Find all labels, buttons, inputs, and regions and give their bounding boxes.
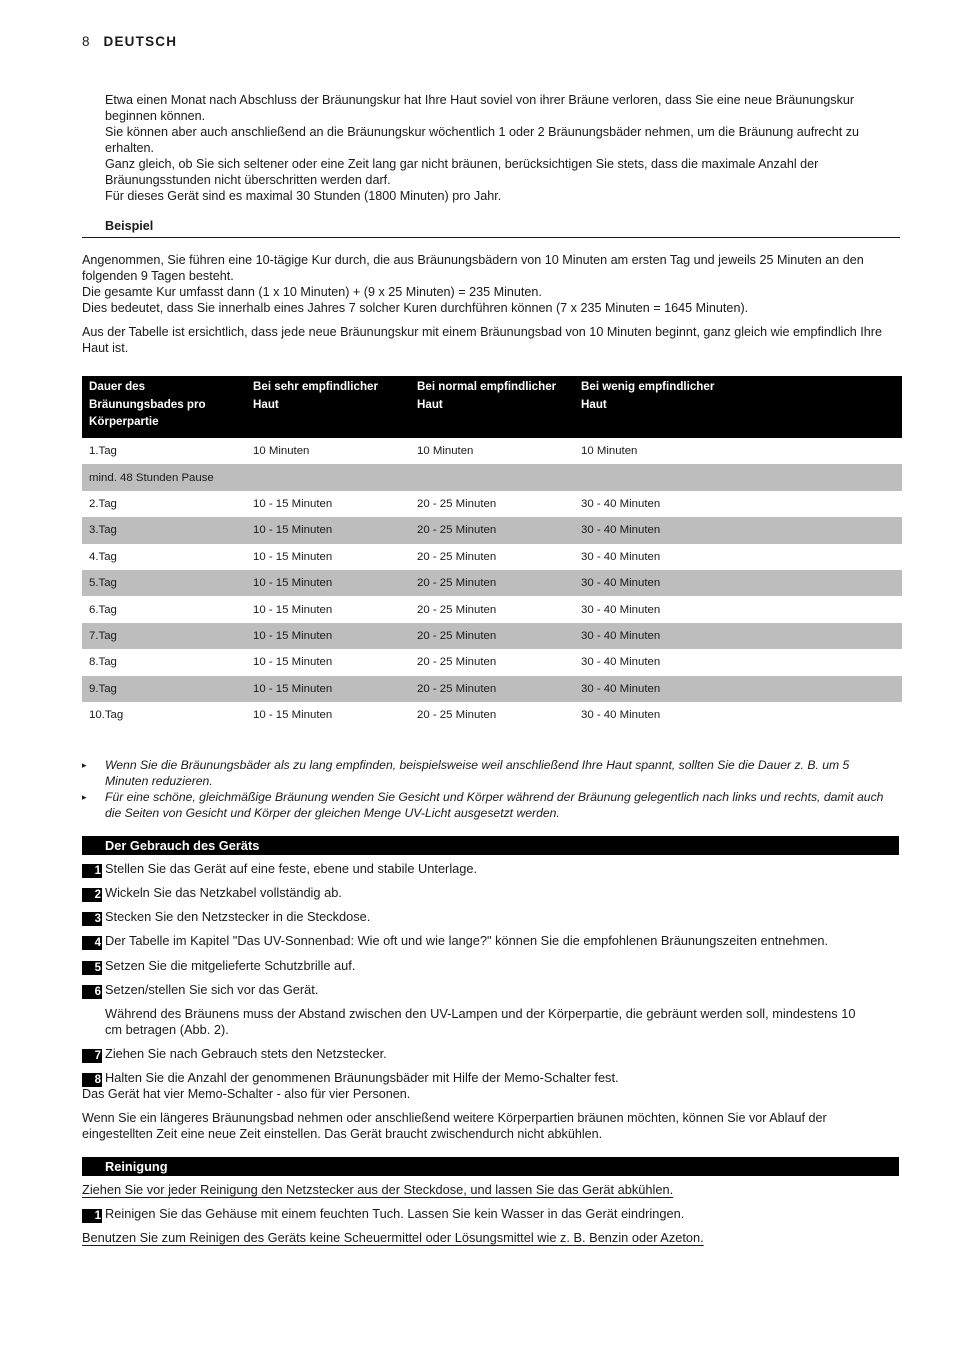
table-cell: 30 - 40 Minuten xyxy=(581,709,661,722)
intro-paragraph: Sie können aber auch anschließend an die Bräunungskur wöchentlich 1 oder 2 Bräunungsbäder nehmen, um die Bräunung aufrecht zu erhalten. xyxy=(105,125,860,155)
table-cell: 10 Minuten xyxy=(581,445,638,458)
table-cell: 30 - 40 Minuten xyxy=(581,497,661,510)
table-cell xyxy=(246,464,410,490)
beispiel-line: Angenommen, Sie führen eine 10-tägige Kur durch, die aus Bräunungsbädern von 10 Minuten am ersten Tag und jeweils 25 Minuten an den folgenden 9 Tagen besteht. xyxy=(82,253,864,283)
step-number: 2 xyxy=(82,888,102,902)
table-cell: 20 - 25 Minuten xyxy=(417,497,497,510)
table-cell: 30 - 40 Minuten xyxy=(581,550,661,563)
note-item xyxy=(82,757,892,789)
table-cell: 8.Tag xyxy=(89,656,117,669)
intro-text xyxy=(105,92,895,204)
table-row xyxy=(82,623,902,649)
step-text: Setzen Sie die mitgelieferte Schutzbrille auf. xyxy=(105,958,356,973)
column-header: Dauer des Bräunungsbades pro Körperpartie xyxy=(82,376,246,438)
table-cell: 1.Tag xyxy=(89,445,117,458)
table-cell: 30 - 40 Minuten xyxy=(581,603,661,616)
step-item xyxy=(82,1206,684,1223)
table-cell: 10 Minuten xyxy=(253,445,310,458)
step-text: Setzen/stellen Sie sich vor das Gerät. xyxy=(105,982,319,997)
table-cell: 30 - 40 Minuten xyxy=(574,570,902,596)
closing-paragraph: Wenn Sie ein längeres Bräunungsbad nehmen oder anschließend weitere Körperpartien bräunen möchten, können Sie vor Ablauf der eingestellten Zeit eine neue Zeit einstellen. Das Gerät braucht zwischendurch nicht abkühlen. xyxy=(82,1111,827,1141)
cleaning-warning: Benutzen Sie zum Reinigen des Geräts keine Scheuermittel oder Lösungsmittel wie z. B. Benzin oder Azeton. xyxy=(82,1230,704,1245)
step-item xyxy=(82,958,355,975)
divider xyxy=(82,237,900,238)
step-number: 1 xyxy=(82,864,102,878)
table-cell: 3.Tag xyxy=(82,517,246,543)
step-item xyxy=(82,1046,387,1063)
table-cell xyxy=(574,464,902,490)
table-cell: 20 - 25 Minuten xyxy=(410,623,574,649)
step6-note: Während des Bräunens muss der Abstand zwischen den UV-Lampen und der Körperpartie, die gebräunt werden soll, mindestens 10 cm betragen (Abb. 2). xyxy=(105,1006,856,1037)
table-cell: 30 - 40 Minuten xyxy=(574,623,902,649)
step-number: 1 xyxy=(82,1209,102,1223)
table-cell: 10 - 15 Minuten xyxy=(253,603,333,616)
step-text: Wickeln Sie das Netzkabel vollständig ab. xyxy=(105,885,342,900)
table-row xyxy=(82,464,902,490)
table-cell: 20 - 25 Minuten xyxy=(417,550,497,563)
table-cell xyxy=(410,464,574,490)
column-header: Bei sehr empfindlicher Haut xyxy=(246,376,410,438)
table-row xyxy=(82,517,902,543)
step-item xyxy=(82,933,828,950)
step-number: 7 xyxy=(82,1049,102,1063)
beispiel-paragraph: Aus der Tabelle ist ersichtlich, dass jede neue Bräunungskur mit einem Bräunungsbad von 10 Minuten beginnt, ganz gleich wie empfindlich Ihre Haut ist. xyxy=(82,325,882,355)
table-row xyxy=(82,676,902,702)
note-text: Wenn Sie die Bräunungsbäder als zu lang empfinden, beispielsweise weil anschließend Ihre Haut spannt, sollten Sie die Dauer z. B. um 5 Minuten reduzieren. xyxy=(105,758,850,788)
table-row xyxy=(82,649,902,675)
table-row xyxy=(82,596,902,622)
table-cell: 7.Tag xyxy=(82,623,246,649)
table-cell: 10 - 15 Minuten xyxy=(246,676,410,702)
step-number: 5 xyxy=(82,961,102,975)
step-text: Reinigen Sie das Gehäuse mit einem feuchten Tuch. Lassen Sie kein Wasser in das Gerät eindringen. xyxy=(105,1206,685,1221)
table-cell: 4.Tag xyxy=(89,550,117,563)
column-header: Bei normal empfindlicher Haut xyxy=(410,376,574,438)
page-number: 8 xyxy=(82,34,90,49)
step-item xyxy=(82,861,477,878)
table-cell: 10 - 15 Minuten xyxy=(246,570,410,596)
table-header-row xyxy=(82,376,902,438)
table-cell: 10.Tag xyxy=(89,709,124,722)
tanning-table xyxy=(82,376,902,728)
beispiel-heading: Beispiel xyxy=(105,219,154,233)
table-cell: 30 - 40 Minuten xyxy=(574,676,902,702)
table-cell: 9.Tag xyxy=(82,676,246,702)
table-cell: 6.Tag xyxy=(89,603,117,616)
beispiel-line: Die gesamte Kur umfasst dann (1 x 10 Minuten) + (9 x 25 Minuten) = 235 Minuten. xyxy=(82,285,542,299)
cleaning-warning: Ziehen Sie vor jeder Reinigung den Netzstecker aus der Steckdose, und lassen Sie das Gerät abkühlen. xyxy=(82,1182,674,1197)
note-text: Für eine schöne, gleichmäßige Bräunung wenden Sie Gesicht und Körper während der Bräunung gelegentlich nach links und rechts, damit auch die Seiten von Gesicht und Körper der gleichen Menge UV-Licht ausgesetzt werden. xyxy=(105,790,884,820)
table-row xyxy=(82,702,902,728)
table-cell: 10 Minuten xyxy=(417,445,474,458)
step-text: Der Tabelle im Kapitel "Das UV-Sonnenbad: Wie oft und wie lange?" können Sie die empfohlenen Bräunungszeiten entnehmen. xyxy=(105,933,829,948)
table-cell: 20 - 25 Minuten xyxy=(417,656,497,669)
beispiel-line: Dies bedeutet, dass Sie innerhalb eines Jahres 7 solcher Kuren durchführen können (7 x 235 Minuten = 1645 Minuten). xyxy=(82,301,749,315)
notes-list xyxy=(82,757,892,821)
table-cell: 20 - 25 Minuten xyxy=(417,709,497,722)
table-cell: 10 - 15 Minuten xyxy=(246,517,410,543)
table-cell: 10 - 15 Minuten xyxy=(253,709,333,722)
table-cell: 5.Tag xyxy=(82,570,246,596)
note-item xyxy=(82,789,892,821)
table-row xyxy=(82,544,902,570)
step-item xyxy=(82,909,370,926)
table-cell: 30 - 40 Minuten xyxy=(574,517,902,543)
table-cell: 20 - 25 Minuten xyxy=(410,517,574,543)
step-item xyxy=(82,1070,619,1087)
table-row xyxy=(82,570,902,596)
step-text: Stecken Sie den Netzstecker in die Steckdose. xyxy=(105,909,371,924)
step-item xyxy=(82,885,342,902)
step-text: Ziehen Sie nach Gebrauch stets den Netzstecker. xyxy=(105,1046,387,1061)
table-cell: 20 - 25 Minuten xyxy=(410,676,574,702)
bullet-icon: ▸ xyxy=(82,792,87,802)
step-text: Stellen Sie das Gerät auf eine feste, ebene und stabile Unterlage. xyxy=(105,861,478,876)
intro-paragraph: Für dieses Gerät sind es maximal 30 Stunden (1800 Minuten) pro Jahr. xyxy=(105,189,502,203)
column-header: Bei wenig empfindlicher Haut xyxy=(574,376,902,438)
gebrauch-section-heading: Der Gebrauch des Geräts xyxy=(82,836,899,855)
intro-paragraph: Ganz gleich, ob Sie sich seltener oder eine Zeit lang gar nicht bräunen, berücksichtigen Sie stets, dass die maximale Anzahl der Bräunungsstunden nicht überschritten werden darf. xyxy=(105,157,819,187)
table-cell: 10 - 15 Minuten xyxy=(253,656,333,669)
table-cell: 2.Tag xyxy=(89,497,117,510)
table-cell: 10 - 15 Minuten xyxy=(246,623,410,649)
table-cell: 10 - 15 Minuten xyxy=(253,550,333,563)
step-number: 3 xyxy=(82,912,102,926)
language-label: DEUTSCH xyxy=(103,34,178,49)
reinigung-section-heading: Reinigung xyxy=(82,1157,899,1176)
intro-paragraph: Etwa einen Monat nach Abschluss der Bräunungskur hat Ihre Haut soviel von ihrer Bräune verloren, dass Sie eine neue Bräunungskur beginnen können. xyxy=(105,93,855,123)
step-text: Halten Sie die Anzahl der genommenen Bräunungsbäder mit Hilfe der Memo-Schalter fest. xyxy=(105,1070,619,1085)
bullet-icon: ▸ xyxy=(82,760,87,770)
table-cell: mind. 48 Stunden Pause xyxy=(82,464,246,490)
beispiel-text xyxy=(82,252,887,356)
table-cell: 20 - 25 Minuten xyxy=(417,603,497,616)
table-row xyxy=(82,491,902,517)
table-cell: 10 - 15 Minuten xyxy=(253,497,333,510)
table-cell: 30 - 40 Minuten xyxy=(581,656,661,669)
step-number: 8 xyxy=(82,1073,102,1087)
step-item xyxy=(82,982,318,999)
step-number: 4 xyxy=(82,936,102,950)
step8-note: Das Gerät hat vier Memo-Schalter - also für vier Personen. xyxy=(82,1087,411,1101)
table-cell: 20 - 25 Minuten xyxy=(410,570,574,596)
table-row xyxy=(82,438,902,464)
step-number: 6 xyxy=(82,985,102,999)
page-header xyxy=(82,34,177,49)
